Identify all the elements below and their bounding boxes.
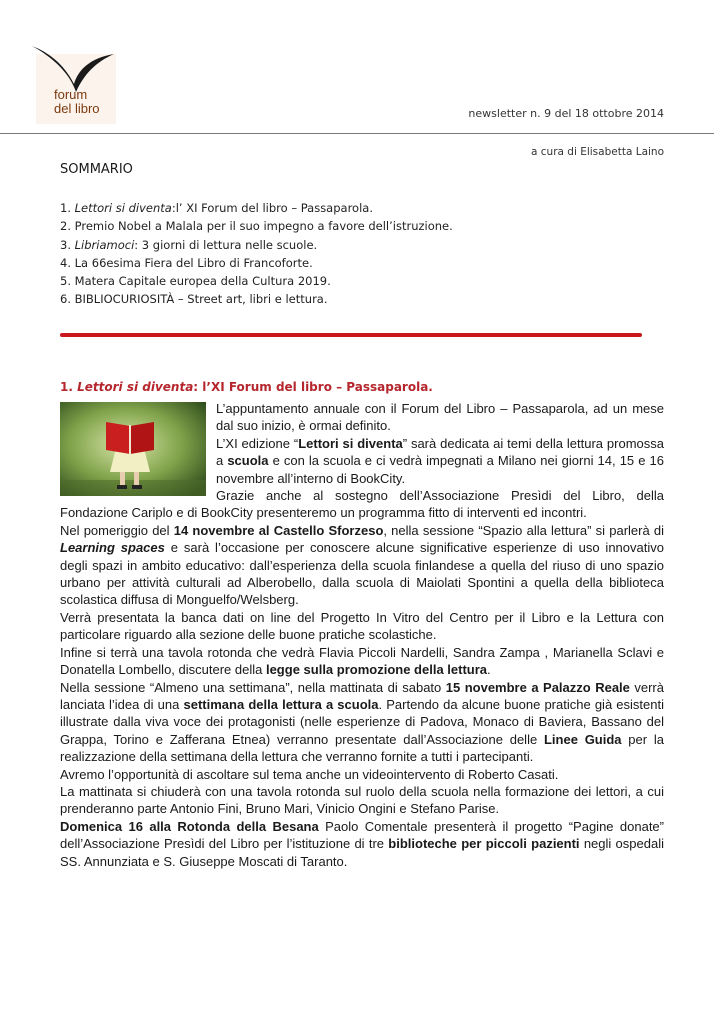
paragraph xyxy=(60,783,664,818)
forum-del-libro-logo xyxy=(30,40,118,126)
section-num: 1. xyxy=(60,380,73,394)
paragraph xyxy=(60,609,664,644)
paragraph xyxy=(60,504,664,521)
bold-run: Domenica 16 alla Rotonda della Besana xyxy=(60,818,319,834)
toc-text: La 66esima Fiera del Libro di Francoforte. xyxy=(74,255,313,270)
paragraph-text: La mattinata si chiuderà con una tavola rotonda sul ruolo della scuola nella formazione dei lettori, a cui prenderanno parte Antonio Fini, Bruno Mari, Vinicio Ongini e Stefano Parise. xyxy=(60,783,664,817)
toc-num: 5. xyxy=(60,274,71,289)
text-run: L’XI edizione “ xyxy=(216,435,299,451)
text-run: . xyxy=(487,662,491,678)
paragraph xyxy=(60,522,664,609)
toc-num: 1. xyxy=(60,201,71,215)
bold-run: 14 novembre al Castello Sforzeso xyxy=(173,522,384,538)
paragraph xyxy=(60,679,664,766)
text-run: verrà lanciata l’idea di una xyxy=(60,679,664,712)
toc-num: 4. xyxy=(60,255,71,270)
text-run: Paolo Comentale presenterà il progetto “Pagine donate” dell’Associazione Presìdi del Libro per l’istituzione di tre xyxy=(60,818,664,852)
paragraph xyxy=(60,818,664,870)
table-of-contents xyxy=(60,199,453,309)
toc-heading: SOMMARIO xyxy=(60,162,133,177)
text-run: . Partendo da alcune buone pratiche già esistenti illustrate dalla viva voce dei protagonisti (nelle esperienze di Padova, Monaco di Baviera, Bassano del Grappa, Torino e Zafferana Etnea) verranno presentate dall’Associazione delle xyxy=(60,696,664,747)
toc-num: 3. xyxy=(60,237,71,252)
text-run: ” sarà dedicata ai temi della lettura promossa a xyxy=(216,435,664,469)
text-run: negli ospedali SS. Annunziata e S. Giuseppe Moscati di Taranto. xyxy=(60,836,664,869)
logo-line-2: del libro xyxy=(54,101,100,116)
toc-item[interactable] xyxy=(60,272,453,290)
toc-text: Matera Capitale europea della Cultura 2019. xyxy=(74,274,331,289)
article-body xyxy=(60,400,664,870)
paragraph xyxy=(60,400,664,435)
newsletter-issue: newsletter n. 9 del 18 ottobre 2014 xyxy=(468,107,664,120)
bold-run: Linee Guida xyxy=(543,731,622,747)
logo-text xyxy=(54,88,100,116)
paragraph-text: Verrà presentata la banca dati on line del Progetto In Vitro del Centro per il Libro e la Lettura con particolare riguardo alla sezione delle buone pratiche scolastiche. xyxy=(60,609,664,643)
bold-run: legge sulla promozione della lettura xyxy=(265,662,488,678)
section-title xyxy=(60,380,433,394)
toc-text: Premio Nobel a Malala per il suo impegno a favore dell’istruzione. xyxy=(74,219,453,234)
logo-line-1: forum xyxy=(54,87,88,102)
text-run: Infine si terrà una tavola rotonda che vedrà Flavia Piccoli Nardelli, Sandra Zampa , Marianella Sclavi e Donatella Lombello, discutere della xyxy=(60,644,664,678)
toc-num: 6. xyxy=(60,292,71,307)
bold-run: 15 novembre a Palazzo Reale xyxy=(445,679,630,695)
toc-item[interactable] xyxy=(60,254,453,272)
toc-item[interactable] xyxy=(60,217,453,235)
text-run: Nella sessione “Almeno una settimana”, nella mattinata di sabato xyxy=(60,679,446,695)
paragraph xyxy=(60,644,664,679)
bold-run: settimana della lettura a scuola xyxy=(183,696,379,712)
bold-italic-run: Learning spaces xyxy=(60,540,165,556)
bold-run: biblioteche per piccoli pazienti xyxy=(388,836,580,852)
section-title-italic: Lettori si diventa xyxy=(77,380,194,394)
paragraph xyxy=(60,487,664,504)
paragraph-text: Avremo l’opportunità di ascoltare sul tema anche un videointervento di Roberto Casati. xyxy=(60,766,559,782)
paragraph xyxy=(60,766,664,783)
text-run: e sarà l’occasione per conoscere alcune significative esperienze di uso innovativo degli spazi in ambito educativo: dall’esperienza della scuola finlandese a quella del riuso di uno spazio urbano per attività culturali ad Alberobello, dalla scuola di Maiolati Spontini a quella della biblioteca scolastica diffusa di Monguelfo/Welsberg. xyxy=(60,540,664,608)
paragraph-text: L’appuntamento annuale con il Forum del Libro – Passaparola, ad un mese dal suo inizio, è ormai definito. xyxy=(216,401,664,434)
text-run: Nel pomeriggio del xyxy=(60,522,174,538)
toc-item[interactable] xyxy=(60,199,453,217)
section-title-rest: : l’XI Forum del libro – Passaparola. xyxy=(193,380,433,394)
paragraph-text: Fondazione Cariplo e di BookCity presenteremo un programma fitto di interventi ed incontri. xyxy=(60,505,587,521)
bold-run: scuola xyxy=(227,453,269,469)
toc-text: BIBLIOCURIOSITÀ – Street art, libri e lettura. xyxy=(74,292,328,307)
text-run: per la realizzazione della settimana della lettura che verranno fornite a tutti i partecipanti. xyxy=(60,731,664,765)
toc-text: :l’ XI Forum del libro – Passaparola. xyxy=(171,201,373,215)
text-run: e con la scuola e ci vedrà impegnati a Milano nei giorni 14, 15 e 16 novembre all’interno di BookCity. xyxy=(216,453,664,486)
toc-italic: Libriamoci xyxy=(74,237,135,252)
header-divider xyxy=(0,133,714,134)
toc-num: 2. xyxy=(60,219,71,234)
toc-italic: Lettori si diventa xyxy=(74,201,172,215)
paragraph xyxy=(60,435,664,487)
toc-item[interactable] xyxy=(60,290,453,308)
paragraph-text: Grazie anche al sostegno dell’Associazione Presìdi del Libro, della xyxy=(216,488,664,504)
curator-line: a cura di Elisabetta Laino xyxy=(531,146,664,158)
bold-run: Lettori si diventa xyxy=(298,435,403,451)
toc-item[interactable] xyxy=(60,236,453,254)
toc-text: : 3 giorni di lettura nelle scuole. xyxy=(134,237,318,252)
text-run: , nella sessione “Spazio alla lettura” si parlerà di xyxy=(383,522,665,538)
section-divider xyxy=(60,333,642,337)
